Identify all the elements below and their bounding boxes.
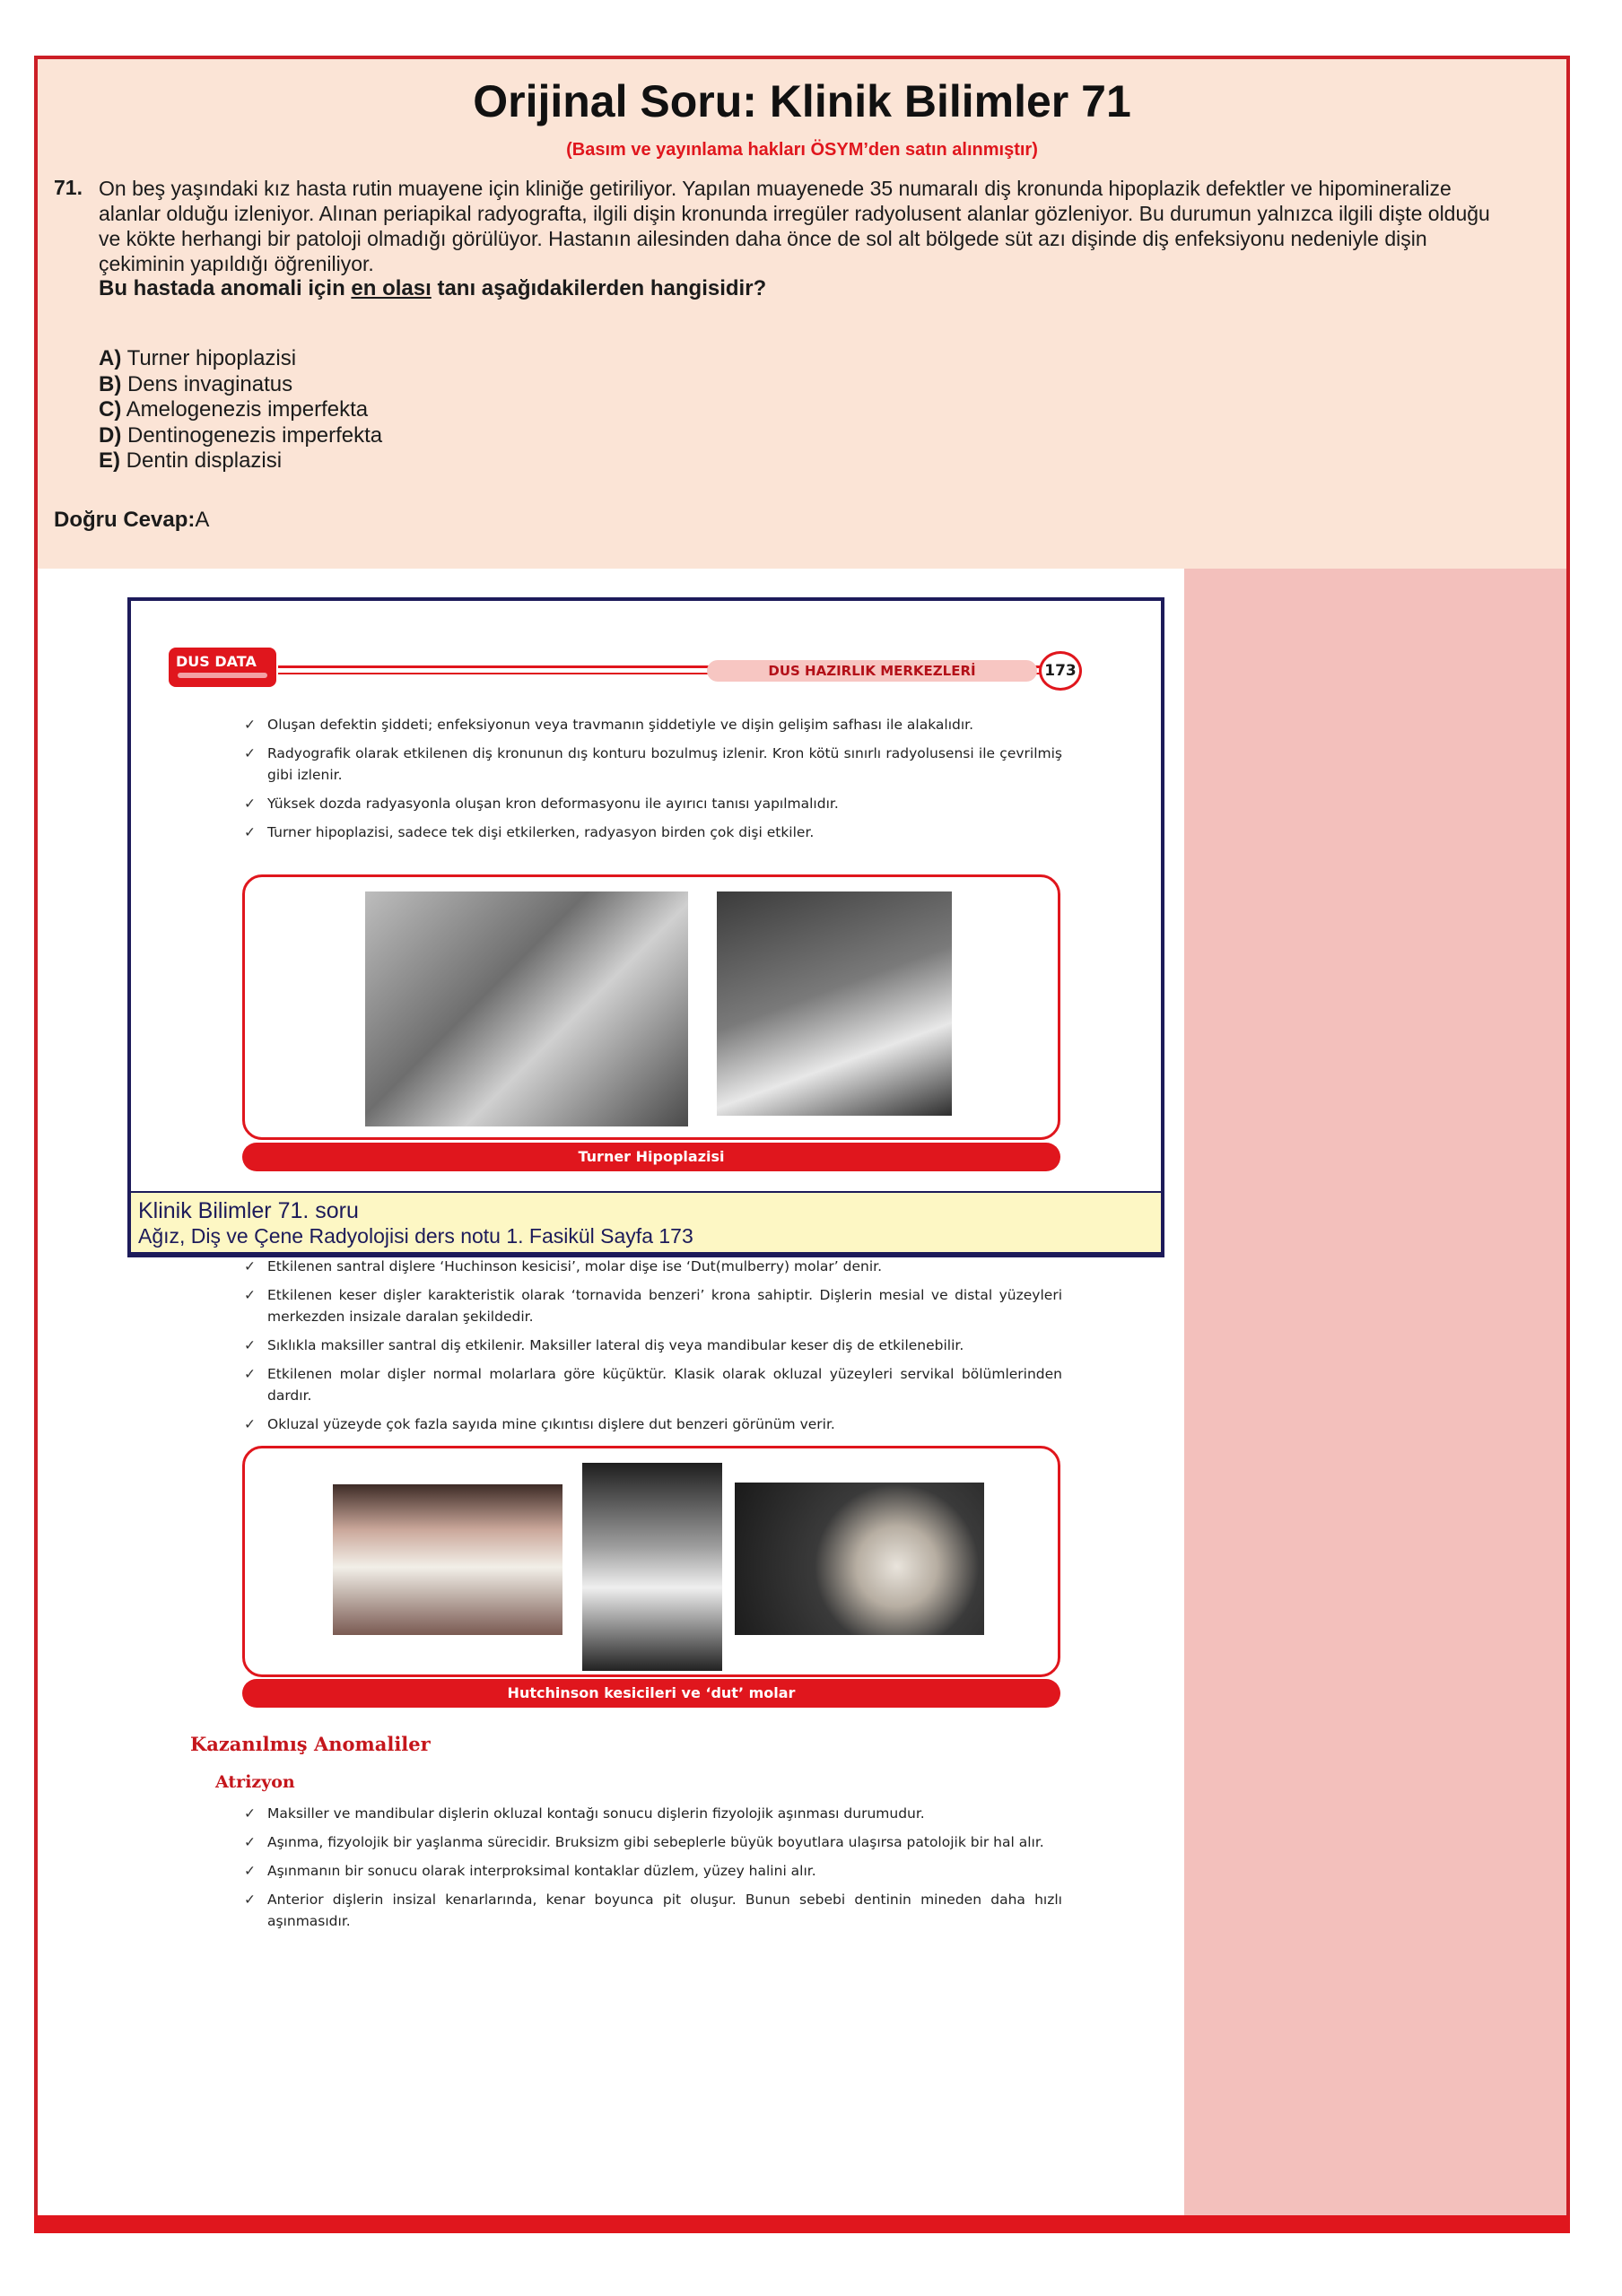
- bullet-item: ✓ Etkilenen molar dişler normal molarlara göre küçüktür. Klasik olarak okluzal yüzeyleri servikal bölümlerinden dardır.: [244, 1363, 1062, 1406]
- logo-text: DUS DATA: [176, 653, 257, 670]
- answer-options: [99, 346, 382, 474]
- option-c: [99, 397, 382, 423]
- option-text: Amelogenezis imperfekta: [126, 397, 369, 422]
- question-prompt-before: Bu hastada anomali için: [99, 276, 352, 300]
- bullet-item: ✓ Aşınma, fizyolojik bir yaşlanma sürecidir. Bruksizm gibi sebeplerle büyük boyutlara ulaşırsa patolojik bir hal alır.: [244, 1831, 1062, 1853]
- option-e: [99, 448, 382, 474]
- subsection-title: Atrizyon: [215, 1772, 295, 1792]
- bullet-item: ✓ Turner hipoplazisi, sadece tek dişi etkilerken, radyasyon birden çok dişi etkiler.: [244, 822, 1062, 843]
- clinical-photo-molar: [735, 1483, 984, 1635]
- correct-answer: [54, 508, 209, 533]
- question-prompt-underlined: en olası: [351, 276, 432, 300]
- question-panel: [38, 59, 1566, 569]
- reference-line-1: Klinik Bilimler 71. soru: [138, 1198, 359, 1223]
- header-label: DUS HAZIRLIK MERKEZLERİ: [707, 660, 1037, 682]
- bullet-item: ✓ Radyografik olarak etkilenen diş kronunun dış konturu bozulmuş izlenir. Kron kötü sınırlı radyolusensi ile çevrilmiş gibi izlenir.: [244, 743, 1062, 786]
- correct-answer-value: A: [195, 508, 210, 532]
- option-letter: B): [99, 371, 122, 396]
- figure-caption-turner: Turner Hipoplazisi: [242, 1143, 1060, 1171]
- hutchinson-figure-box: [242, 1446, 1060, 1677]
- clinical-photo-incisors: [582, 1463, 722, 1671]
- reference-label: [127, 1191, 1164, 1256]
- bullet-item: ✓ Maksiller ve mandibular dişlerin okluzal kontağı sonucu dişlerin fizyolojik aşınması durumudur.: [244, 1803, 1062, 1824]
- correct-answer-label: Doğru Cevap:: [54, 508, 196, 532]
- option-text: Dentin displazisi: [126, 448, 283, 473]
- bullet-item: ✓ Anterior dişlerin insizal kenarlarında, kenar boyunca pit oluşur. Bunun sebebi dentinin mineden daha hızlı aşınmasıdır.: [244, 1889, 1062, 1932]
- section-title: Kazanılmış Anomaliler: [190, 1733, 431, 1755]
- bullet-item: ✓ Oluşan defektin şiddeti; enfeksiyonun veya travmanın şiddetiyle ve dişin gelişim safhası ile alakalıdır.: [244, 714, 1062, 735]
- bullet-list-bottom: [244, 1803, 1062, 1939]
- option-b: [99, 372, 382, 398]
- bullet-item: ✓ Etkilenen santral dişlere ‘Huchinson kesicisi’, molar dişe ise ‘Dut(mulberry) molar’ denir.: [244, 1256, 1062, 1277]
- bottom-bar: [34, 2215, 1570, 2233]
- page-title: Orijinal Soru: Klinik Bilimler 71: [473, 76, 1131, 126]
- side-panel: [1184, 569, 1566, 2215]
- question-number: 71.: [54, 176, 83, 199]
- option-a: [99, 346, 382, 372]
- bullet-item: ✓ Etkilenen keser dişler karakteristik olarak ‘tornavida benzeri’ krona sahiptir. Dişlerin mesial ve distal yüzeyleri merkezden insizale daralan şekildedir.: [244, 1284, 1062, 1327]
- bullet-item: ✓ Okluzal yüzeyde çok fazla sayıda mine çıkıntısı dişlere dut benzeri görünüm verir.: [244, 1413, 1062, 1435]
- page-number-badge: 173: [1039, 651, 1082, 691]
- bullet-item: ✓ Yüksek dozda radyasyonla oluşan kron deformasyonu ile ayırıcı tanısı yapılmalıdır.: [244, 793, 1062, 814]
- option-text: Dentinogenezis imperfekta: [127, 422, 383, 448]
- bullet-item: ✓ Aşınmanın bir sonucu olarak interproksimal kontaklar düzlem, yüzey halini alır.: [244, 1860, 1062, 1882]
- question-prompt-after: tanı aşağıdakilerden hangisidir?: [431, 276, 767, 300]
- clinical-photo-teeth: [333, 1484, 562, 1635]
- reference-line-2: Ağız, Diş ve Çene Radyolojisi ders notu 1. Fasikül Sayfa 173: [138, 1224, 693, 1248]
- question-prompt: [99, 276, 766, 301]
- option-text: Turner hipoplazisi: [126, 346, 297, 370]
- question-text: On beş yaşındaki kız hasta rutin muayene için kliniğe getiriliyor. Yapılan muayenede 35 numaralı diş kronunda hipoplazik defektler ve hipomineralize alanlar olduğu izleniyor. Alınan periapikal radyografta, ilgili dişin kronunda irregüler radyolusent alanlar gözleniyor. Bu durumun yalnızca ilgili dişte olduğu ve kökte herhangi bir patoloji olmadığı görülüyor. Hastanın ailesinden daha önce de sol alt bölgede süt azı dişinde diş enfeksiyonu nedeniyle dişin çekiminin yapıldığı öğreniliyor.: [99, 177, 1490, 275]
- option-letter: E): [99, 448, 120, 473]
- figure-caption-hutchinson: Hutchinson kesicileri ve ‘dut’ molar: [242, 1679, 1060, 1708]
- option-d: [99, 423, 382, 449]
- copyright-note: (Basım ve yayınlama hakları ÖSYM’den satın alınmıştır): [566, 140, 1038, 160]
- bullet-list-middle: [244, 1256, 1062, 1442]
- reference-highlight-box: [127, 597, 1164, 1257]
- option-letter: D): [99, 422, 122, 448]
- bullet-item: ✓ Sıklıkla maksiller santral diş etkilenir. Maksiller lateral diş veya mandibular keser diş de etkilenebilir.: [244, 1335, 1062, 1356]
- option-letter: A): [99, 346, 122, 370]
- option-text: Dens invaginatus: [127, 371, 293, 396]
- option-letter: C): [99, 397, 122, 422]
